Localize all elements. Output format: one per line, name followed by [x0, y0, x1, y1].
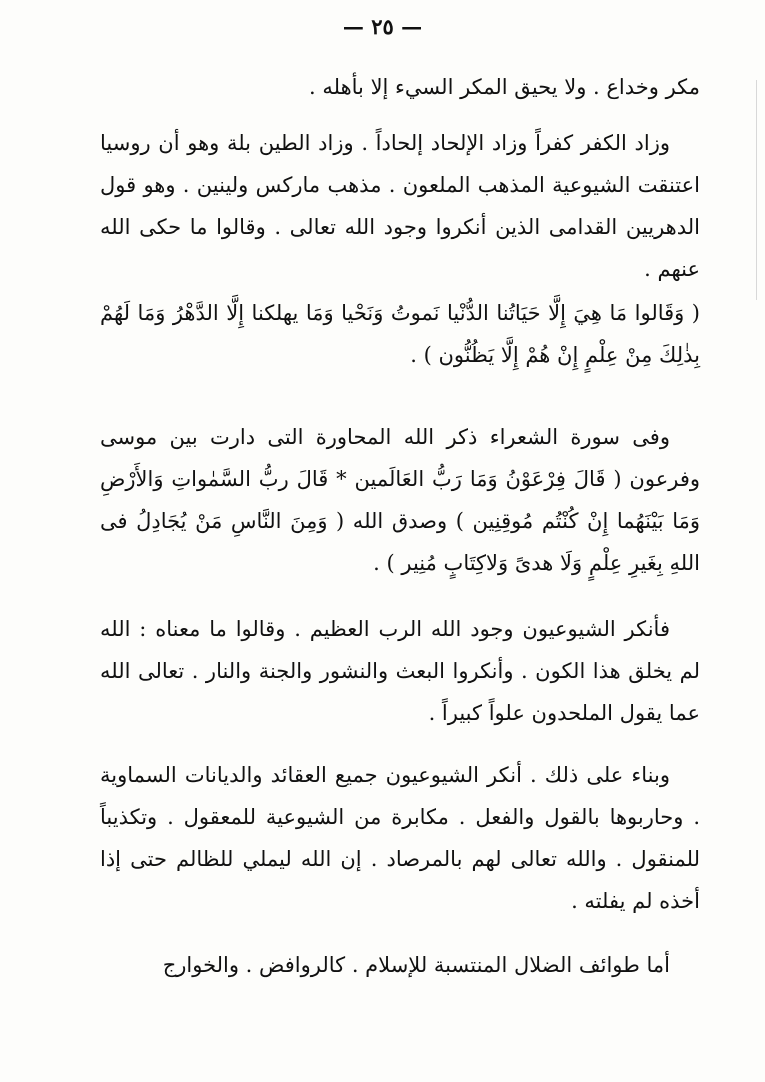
- paragraph-6: [100, 754, 700, 922]
- paragraph-text: وفى سورة الشعراء ذكر الله المحاورة التى دارت بين موسى وفرعون ( قَالَ فِرْعَوْنُ وَمَا رَبُّ العَالَمين * قَالَ ربُّ السَّمٰواتِ وَالأَرْضِ وَمَا بَيْنَهُما إِنْ كُنْتُم مُوقِنِين ) وصدق الله ( وَمِنَ النَّاسِ مَنْ يُجَادِلُ فى اللهِ بِغَيرِ عِلْمٍ وَلَا هدىً وَلاكِتَابٍ مُنِير ) .: [100, 425, 700, 575]
- paragraph-text: مكر وخداع . ولا يحيق المكر السيء إلا بأهله .: [309, 75, 700, 99]
- page-edge-mark: [756, 80, 757, 300]
- paragraph-text: أما طوائف الضلال المنتسبة للإسلام . كالروافض . والخوارج: [162, 953, 670, 977]
- paragraph-3-quran-quote: [100, 292, 700, 376]
- paragraph-text: وبناء على ذلك . أنكر الشيوعيون جميع العقائد والديانات السماوية . وحاربوها بالقول والفعل . مكابرة من الشيوعية للمعقول . وتكذيباً للمنقول . والله تعالى لهم بالمرصاد . إن الله ليملي للظالم حتى إذا أخذه لم يفلته .: [100, 763, 700, 913]
- paragraph-7: [100, 944, 700, 986]
- page-number: — ٢٥ —: [342, 14, 423, 39]
- paragraph-text: وزاد الكفر كفراً وزاد الإلحاد إلحاداً . وزاد الطين بلة وهو أن روسيا اعتنقت الشيوعية المذهب الملعون . مذهب ماركس ولينين . وهو قول الدهريين القدامى الذين أنكروا وجود الله تعالى . وقالوا ما حكى الله عنهم .: [100, 131, 700, 281]
- paragraph-text: فأنكر الشيوعيون وجود الله الرب العظيم . وقالوا ما معناه : الله لم يخلق هذا الكون . وأنكروا البعث والنشور والجنة والنار . تعالى الله عما يقول الملحدون علواً كبيراً .: [100, 617, 700, 725]
- paragraph-2: [100, 122, 700, 290]
- paragraph-5: [100, 608, 700, 734]
- paragraph-4: [100, 416, 700, 584]
- paragraph-1: [100, 66, 700, 108]
- paragraph-text: ( وَقَالوا مَا هِيَ إِلَّا حَيَاتُنا الدُّنْيا نَموتُ وَنَحْيا وَمَا يهلكنا إِلَّا الدَّهْرُ وَمَا لَهُمْ بِذٰلِكَ مِنْ عِلْمٍ إِنْ هُمْ إِلَّا يَظُنُّون ) .: [100, 301, 700, 367]
